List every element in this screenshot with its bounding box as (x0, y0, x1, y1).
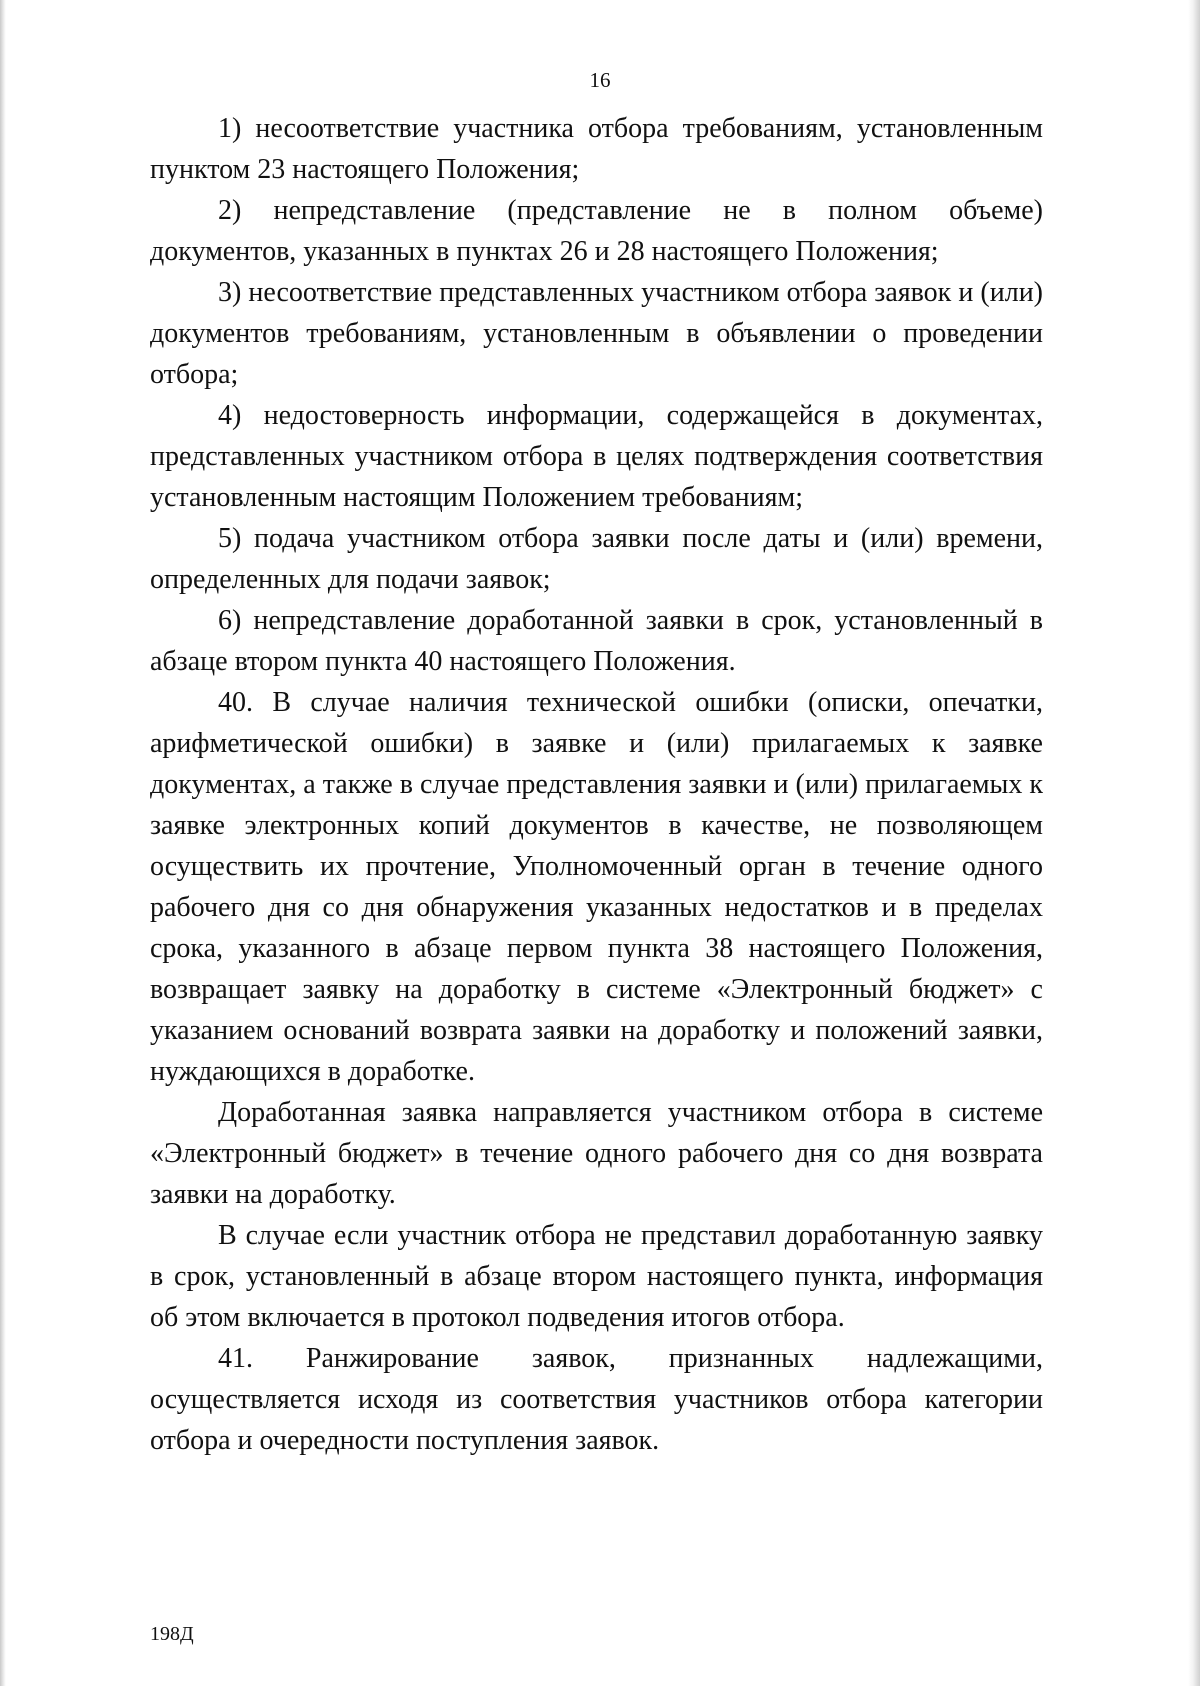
list-item-3: 3) несоответствие представленных участником отбора заявок и (или) документов требованиям, установленным в объявлении о проведении отбора; (150, 277, 1043, 390)
list-item-2: 2) непредставление (представление не в полном объеме) документов, указанных в пунктах 26 и 28 настоящего Положения; (150, 195, 1043, 267)
list-item-4: 4) недостоверность информации, содержащейся в документах, представленных участником отбора в целях подтверждения соответствия установленным настоящим Положением требованиям; (150, 400, 1043, 513)
clause-41: 41. Ранжирование заявок, признанных надлежащими, осуществляется исходя из соответствия участников отбора категории отбора и очередности поступления заявок. (150, 1343, 1043, 1456)
list-item-1: 1) несоответствие участника отбора требованиям, установленным пунктом 23 настоящего Положения; (150, 113, 1043, 185)
footer-document-code: 198Д (150, 1623, 194, 1645)
scan-edge-left (0, 0, 6, 1686)
page-number: 16 (589, 68, 611, 92)
document-body (150, 108, 1043, 1461)
clause-40: 40. В случае наличия технической ошибки (описки, опечатки, арифметической ошибки) в заявке и (или) прилагаемых к заявке документах, а также в случае представления заявки и (или) прилагаемых к заявке электронных копий документов в качестве, не позволяющем осуществить их прочтение, Уполномоченный орган в течение одного рабочего дня со дня обнаружения указанных недостатков и в пределах срока, указанного в абзаце первом пункта 38 настоящего Положения, возвращает заявку на доработку в системе «Электронный бюджет» с указанием оснований возврата заявки на доработку и положений заявки, нуждающихся в доработке. (150, 687, 1043, 1087)
list-item-5: 5) подача участником отбора заявки после даты и (или) времени, определенных для подачи заявок; (150, 523, 1043, 595)
list-item-6: 6) непредставление доработанной заявки в срок, установленный в абзаце втором пункта 40 настоящего Положения. (150, 605, 1043, 677)
scan-edge-right (1188, 0, 1200, 1686)
clause-40-paragraph-3: В случае если участник отбора не представил доработанную заявку в срок, установленный в абзаце втором настоящего пункта, информация об этом включается в протокол подведения итогов отбора. (150, 1220, 1043, 1333)
clause-40-paragraph-2: Доработанная заявка направляется участником отбора в системе «Электронный бюджет» в течение одного рабочего дня со дня возврата заявки на доработку. (150, 1097, 1043, 1210)
